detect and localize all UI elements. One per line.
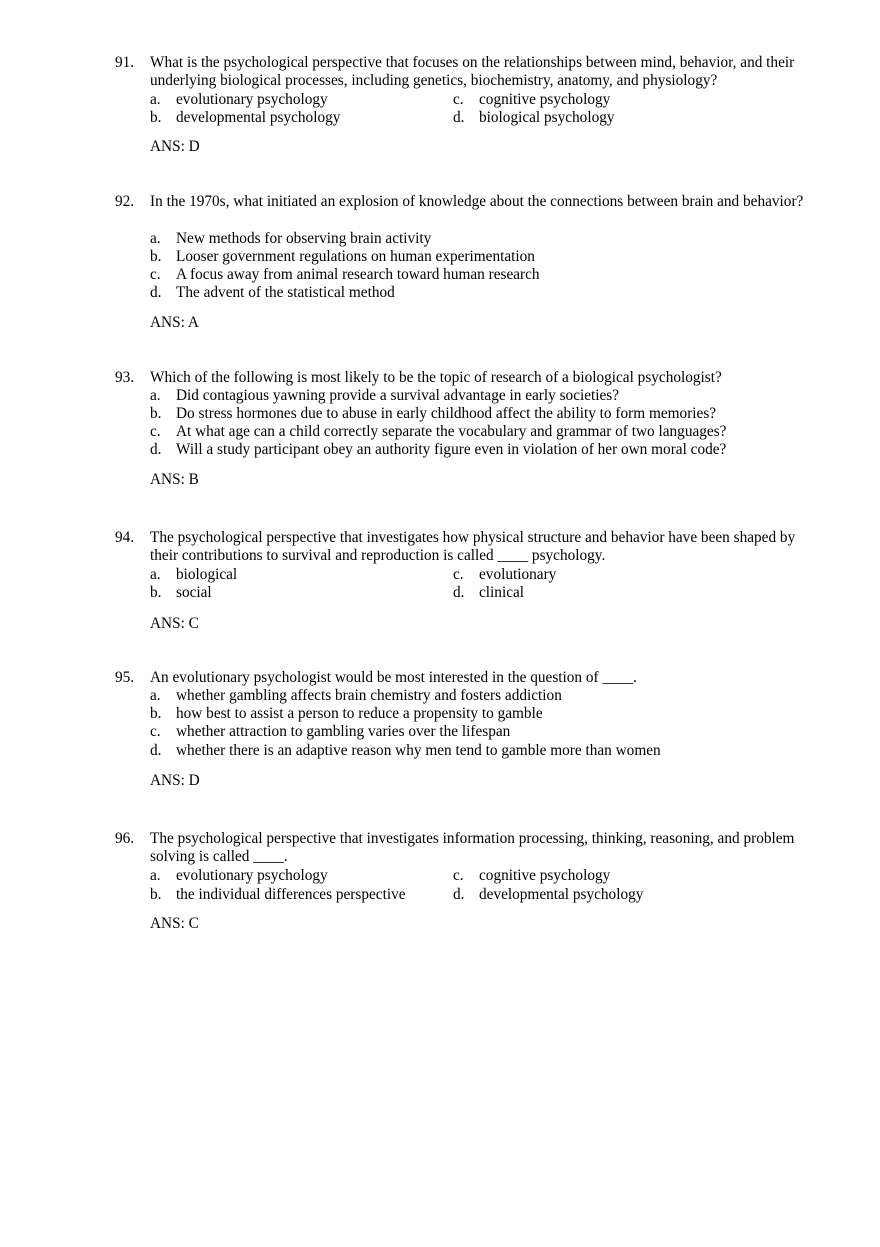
question-number: 92. [115, 193, 135, 210]
option-text: Will a study participant obey an authority figure even in violation of her own moral code? [176, 441, 727, 458]
option-letter: a. [150, 566, 161, 583]
option-letter: b. [150, 109, 162, 126]
answer-key: ANS: D [150, 138, 200, 155]
option-text: New methods for observing brain activity [176, 230, 432, 247]
option-text: biological [176, 566, 238, 583]
option-text: evolutionary psychology [176, 91, 328, 108]
option-text: developmental psychology [479, 886, 644, 903]
option-letter: a. [150, 387, 161, 404]
question-text: An evolutionary psychologist would be most interested in the question of ____. [150, 669, 637, 686]
option-letter: a. [150, 687, 161, 704]
question-number: 94. [115, 529, 135, 546]
option-letter: c. [453, 566, 464, 583]
option-text: biological psychology [479, 109, 615, 126]
option-letter: c. [150, 423, 161, 440]
option-letter: b. [150, 584, 162, 601]
option-letter: c. [453, 867, 464, 884]
option-letter: b. [150, 248, 162, 265]
option-text: how best to assist a person to reduce a propensity to gamble [176, 705, 543, 722]
option-letter: d. [150, 284, 162, 301]
option-text: social [176, 584, 212, 601]
question-number: 95. [115, 669, 135, 686]
question-number: 91. [115, 54, 135, 71]
option-letter: d. [150, 441, 162, 458]
answer-key: ANS: C [150, 615, 199, 632]
answer-key: ANS: B [150, 471, 199, 488]
option-text: evolutionary psychology [176, 867, 328, 884]
option-text: The advent of the statistical method [176, 284, 395, 301]
question-number: 96. [115, 830, 135, 847]
option-letter: c. [453, 91, 464, 108]
option-letter: d. [150, 742, 162, 759]
answer-key: ANS: C [150, 915, 199, 932]
option-letter: a. [150, 230, 161, 247]
option-text: At what age can a child correctly separate the vocabulary and grammar of two languages? [176, 423, 727, 440]
option-text: whether gambling affects brain chemistry and fosters addiction [176, 687, 562, 704]
option-letter: c. [150, 266, 161, 283]
question-text: The psychological perspective that investigates information processing, thinking, reasoning, and problem solving is called ____. [150, 830, 795, 866]
question-text: In the 1970s, what initiated an explosion of knowledge about the connections between brain and behavior? [150, 193, 804, 210]
option-letter: d. [453, 886, 465, 903]
question-text: What is the psychological perspective that focuses on the relationships between mind, behavior, and their underlying biological processes, including genetics, biochemistry, anatomy, and physiology? [150, 54, 795, 90]
option-text: the individual differences perspective [176, 886, 406, 903]
option-letter: a. [150, 867, 161, 884]
option-text: Do stress hormones due to abuse in early childhood affect the ability to form memories? [176, 405, 717, 422]
option-text: clinical [479, 584, 525, 601]
option-letter: b. [150, 705, 162, 722]
question-text: Which of the following is most likely to be the topic of research of a biological psychologist? [150, 369, 722, 386]
option-text: developmental psychology [176, 109, 341, 126]
option-letter: d. [453, 109, 465, 126]
option-text: A focus away from animal research toward human research [176, 266, 540, 283]
option-text: Did contagious yawning provide a survival advantage in early societies? [176, 387, 620, 404]
option-text: cognitive psychology [479, 867, 611, 884]
option-text: whether attraction to gambling varies over the lifespan [176, 723, 511, 740]
question-text: The psychological perspective that investigates how physical structure and behavior have been shaped by their contributions to survival and reproduction is called ____ psychology. [150, 529, 796, 565]
option-letter: a. [150, 91, 161, 108]
option-text: whether there is an adaptive reason why men tend to gamble more than women [176, 742, 661, 759]
answer-key: ANS: A [150, 314, 199, 331]
option-letter: d. [453, 584, 465, 601]
question-number: 93. [115, 369, 135, 386]
option-text: evolutionary [479, 566, 557, 583]
option-letter: c. [150, 723, 161, 740]
option-text: cognitive psychology [479, 91, 611, 108]
option-letter: b. [150, 886, 162, 903]
option-letter: b. [150, 405, 162, 422]
option-text: Looser government regulations on human experimentation [176, 248, 535, 265]
answer-key: ANS: D [150, 772, 200, 789]
